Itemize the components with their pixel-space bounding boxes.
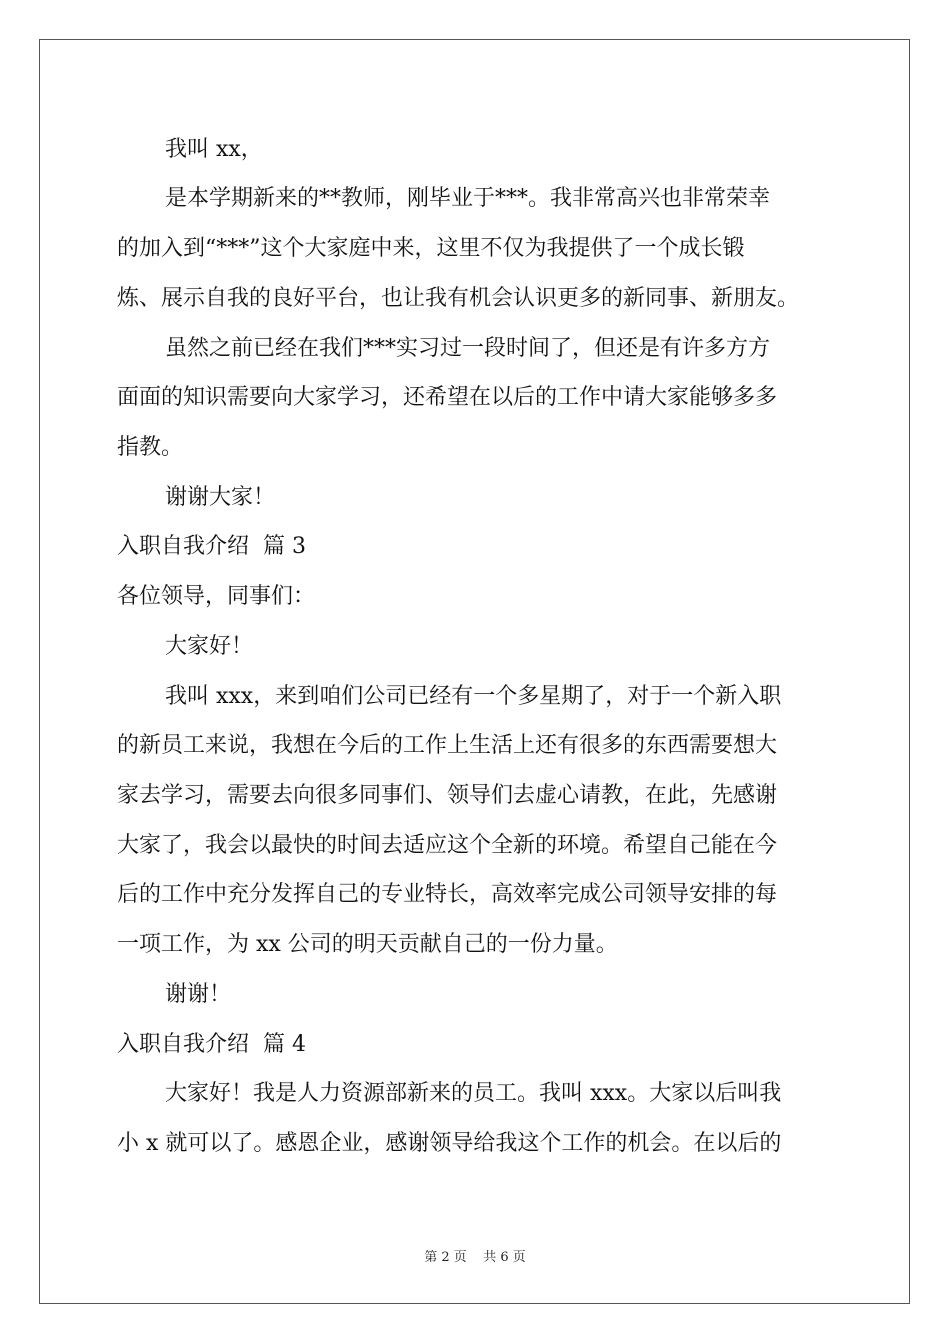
paragraph-line: 面面的知识需要向大家学习，还希望在以后的工作中请大家能够多多 xyxy=(117,385,778,410)
paragraph-line: 大家好！ xyxy=(165,634,254,659)
paragraph-line: 后的工作中充分发挥自己的专业特长，高效率完成公司领导安排的每 xyxy=(117,882,778,907)
section-heading: 入职自我介绍 篇 3 xyxy=(117,534,306,559)
paragraph-line: 虽然之前已经在我们***实习过一段时间了，但还是有许多方方 xyxy=(165,336,771,361)
page-number-footer: 第 2 页 共 6 页 xyxy=(424,1250,526,1265)
paragraph-line: 的加入到“***”这个大家庭中来，这里不仅为我提供了一个成长锻 xyxy=(117,236,745,261)
section-heading: 入职自我介绍 篇 4 xyxy=(117,1032,306,1057)
salutation: 各位领导，同事们： xyxy=(117,584,316,609)
paragraph-line: 我叫 xxx，来到咱们公司已经有一个多星期了，对于一个新入职 xyxy=(165,684,782,709)
paragraph-line: 的新员工来说，我想在今后的工作上生活上还有很多的东西需要想大 xyxy=(117,733,778,758)
paragraph-line: 大家了，我会以最快的时间去适应这个全新的环境。希望自己能在今 xyxy=(117,833,778,858)
paragraph-line: 是本学期新来的**教师，刚毕业于***。我非常高兴也非常荣幸 xyxy=(165,186,771,211)
paragraph-line: 谢谢！ xyxy=(165,982,232,1007)
paragraph-line: 家去学习，需要去向很多同事们、领导们去虚心请教，在此，先感谢 xyxy=(117,783,778,808)
paragraph-line: 一项工作，为 xx 公司的明天贡献自己的一份力量。 xyxy=(117,932,618,957)
paragraph-line: 大家好！我是人力资源部新来的员工。我叫 xxx。大家以后叫我 xyxy=(165,1081,782,1106)
paragraph-line: 我叫 xx， xyxy=(165,137,263,162)
page-frame xyxy=(39,39,910,1304)
paragraph-line: 炼、展示自我的良好平台，也让我有机会认识更多的新同事、新朋友。 xyxy=(117,286,800,311)
paragraph-line: 指教。 xyxy=(117,435,184,460)
paragraph-line: 谢谢大家！ xyxy=(165,485,276,510)
paragraph-line: 小 x 就可以了。感恩企业，感谢领导给我这个工作的机会。在以后的 xyxy=(117,1131,782,1156)
